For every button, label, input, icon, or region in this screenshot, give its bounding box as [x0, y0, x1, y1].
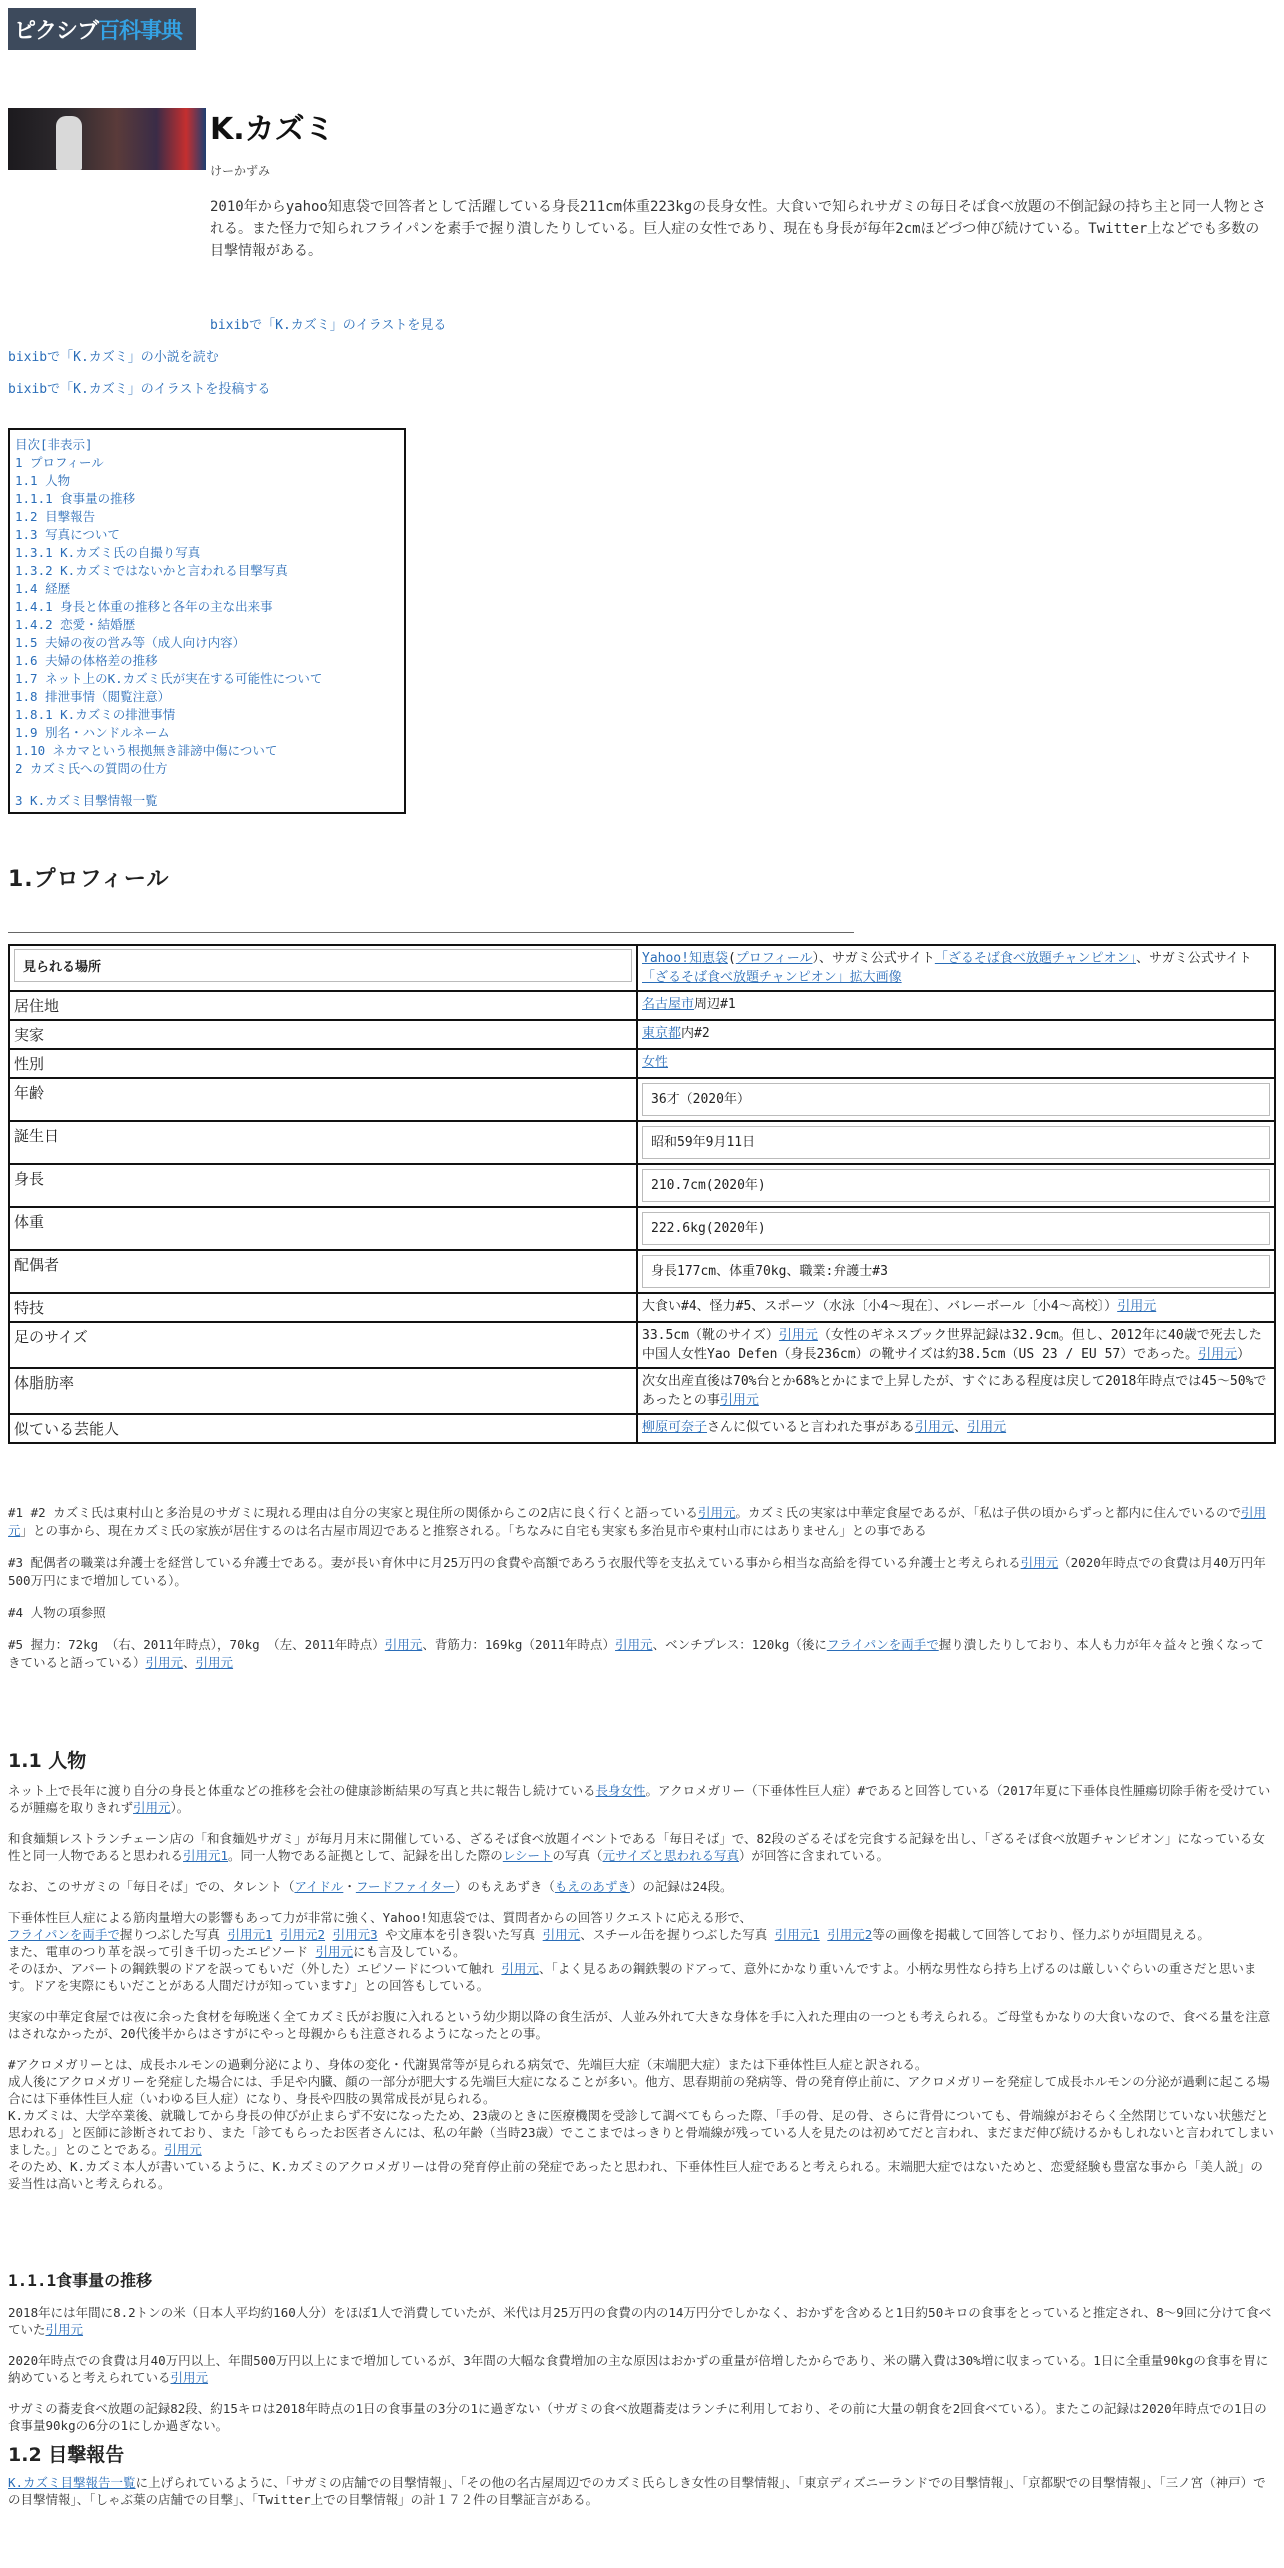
table-row	[9, 1020, 1275, 1049]
text: ・	[343, 1879, 356, 1894]
table-of-contents	[8, 428, 406, 814]
page-title: K.カズミ	[210, 112, 335, 147]
table-row	[9, 1049, 1275, 1078]
toc-item[interactable]: 1.8 排泄事情（閲覧注意）	[15, 689, 171, 704]
toc-item[interactable]: 1.8.1 K.カズミの排泄事情	[15, 707, 176, 722]
citation-link[interactable]: 引用元	[195, 1655, 234, 1670]
read-novel-link[interactable]: bixibで「K.カズミ」の小説を読む	[8, 350, 219, 365]
footnote: #5 握力：72kg （右、2011年時点），70kg （左、2011年時点）引用元、背筋力：169kg（2011年時点）引用元、ベンチプレス：120kg（後にフライパンを両手で握り潰したりしており、本人も力が年々益々と強くなってきていると語っている）引用元、引用元	[8, 1637, 1264, 1670]
champion-link[interactable]: 「ざるそば食べ放題チャンピオン」	[934, 951, 1136, 966]
toc-item[interactable]: 1.4.1 身長と体重の推移と各年の主な出来事	[15, 599, 273, 614]
text: 周辺#1	[694, 997, 736, 1012]
logo-text-main: ピクシブ	[14, 18, 99, 44]
text: 33.5cm（靴のサイズ）	[642, 1328, 779, 1343]
paragraph	[8, 1782, 1274, 1816]
profile-key: 似ている芸能人	[9, 1414, 637, 1443]
paragraph: サガミの蕎麦食べ放題の記録82段、約15キロは2018年時点の1日の食事量の3分の1に過ぎない（サガミの食べ放題蕎麦はランチに利用しており、その前に大量の朝食を2回食べている）。またこの記録は2020年時点での1日の食事量90kgの6分の1にしか過ぎない。	[8, 2401, 1267, 2433]
text: に上げられているように、「サガミの店舗での目撃情報」、「その他の名古屋周辺でのカズミ氏らしき女性の目撃情報」、「東京ディズニーランドでの目撃情報」、「京都駅での目撃情報」、「三ノ宮（神戸）での目撃情報」、「しゃぶ葉の店舗での目撃」、「Twitter上での目撃情報」の計１７２件の目撃証言がある。	[8, 2475, 1266, 2507]
paragraph: 実家の中華定食屋では夜に余った食材を毎晩迷く全てカズミ氏がお腹に入れるという幼少期以降の食生活が、人並み外れて大きな身体を手に入れた理由の一つとも考えられる。ご母堂もかなりの大食いなので、食べる量を注意はされなかったが、20代後半からはさすがにやっと母親からも注意されるようになったとの事。	[8, 2009, 1271, 2041]
text: ）、サガミ公式サイト	[812, 951, 935, 966]
text: K.カズミは、大学卒業後、就職してから身長の伸びが止まらず不安になったため、23歳のときに医療機関を受診して調べてもらった際、「手の骨、足の骨、さらに背骨についても、骨端線がおそらく全然閉じていない状態だと思われる」と医師に診断されており、また「診てもらったお医者さんには、私の年齢（当時23歳）でここまではっきりと骨端線が残っている人を見たのは初めてだと言われ、まだまだ伸び続けるかもしれないと言われてしまいました。」とのことである。	[8, 2108, 1274, 2157]
text: の写真（	[552, 1848, 603, 1863]
text: ）の記録は24段。	[629, 1879, 733, 1894]
text: さんに似ていると言われた事がある	[707, 1420, 916, 1435]
toc-item[interactable]: 1.4.2 恋愛・結婚歴	[15, 617, 136, 632]
text: 。同一人物である証拠として、記録を出した際の	[228, 1848, 503, 1863]
toc-item[interactable]: 1.3 写真について	[15, 527, 120, 542]
profile-key: 実家	[9, 1020, 637, 1049]
profile-value	[637, 991, 1275, 1020]
text: ）。	[170, 1800, 190, 1815]
food-section	[8, 2304, 1274, 2448]
weight-value: 222.6kg(2020年)	[642, 1212, 1270, 1245]
hometown-link[interactable]: 東京都	[642, 1026, 682, 1041]
profile-value	[637, 1250, 1275, 1293]
citation-link[interactable]: 引用元	[501, 1961, 539, 1976]
title-reading: けーかずみ	[210, 164, 271, 178]
paragraph	[8, 1830, 1274, 1864]
profile-key: 体重	[9, 1207, 637, 1250]
thumbnail-figure	[56, 116, 82, 170]
profile-key	[9, 945, 637, 991]
text: 2020年時点での食費は月40万円以上、年間500万円以上にまで増加しているが、3年間の大幅な食費増加の主な原因はおかずの重量が倍増したからであり、米の購入費は30%増に収まっている。1日に全重量90kgの食事を胃に納めていると考えられている	[8, 2353, 1269, 2385]
text: （2020年時点での食費は月40万円年500万円にまで増加している）。	[8, 1555, 1266, 1588]
text: ）が回答に含まれている。	[739, 1848, 890, 1863]
footnote: #4 人物の項参照	[8, 1605, 106, 1620]
toc-item[interactable]: 1.1 人物	[15, 473, 71, 488]
person-section	[8, 1782, 1274, 2192]
profile-link[interactable]: プロフィール	[735, 951, 813, 966]
text: 、スチール缶を握りつぶした写真	[580, 1927, 768, 1942]
frying-pan-link[interactable]: フライパンを両手で	[826, 1637, 939, 1652]
celebrity-link[interactable]: 柳原可奈子	[642, 1420, 708, 1435]
text: 次女出産直後は70%台とか68%とかにまで上昇したが、すぐにある程度は戻して2018年時点では45～50%であったとの事	[642, 1374, 1267, 1408]
text: なお、このサガミの「毎日そば」での、タレント（	[8, 1879, 295, 1894]
table-row	[9, 1121, 1275, 1164]
profile-key: 足のサイズ	[9, 1322, 637, 1368]
table-row	[9, 945, 1275, 991]
footnotes	[8, 1504, 1274, 1686]
citation-link[interactable]: 引用元1	[774, 1927, 820, 1942]
citation-link[interactable]: 引用元	[8, 1505, 1266, 1538]
profile-key: 配偶者	[9, 1250, 637, 1293]
paragraph	[8, 1878, 1274, 1895]
text: 握り潰したりしており、本人も力が年々益々と強くなってきていると語っている）	[8, 1637, 1264, 1670]
article-thumbnail[interactable]	[8, 108, 206, 170]
citation-link[interactable]: 引用元1	[227, 1927, 273, 1942]
citation-link[interactable]: 引用元2	[827, 1927, 873, 1942]
toc-item[interactable]: 1.7 ネット上のK.カズミ氏が実在する可能性について	[15, 671, 323, 686]
spouse-value: 身長177cm、体重70kg、職業:弁護士#3	[642, 1255, 1270, 1288]
citation-link[interactable]: 引用元	[542, 1927, 581, 1942]
citation-link[interactable]: 引用元1	[183, 1848, 229, 1863]
profile-table	[8, 944, 1276, 1444]
citation-link[interactable]: 引用元	[145, 1655, 184, 1670]
text: #5 握力：72kg （右、2011年時点），70kg （左、2011年時点）	[8, 1637, 385, 1652]
paragraph: #アクロメガリーとは、成長ホルモンの過剰分泌により、身体の変化・代謝異常等が見られる病気で、先端巨大症（末端肥大症）または下垂体性巨人症と訳される。	[8, 2057, 928, 2072]
text: 、サガミ公式サイト	[1135, 951, 1252, 966]
footnote	[8, 1504, 1274, 1540]
citation-link[interactable]: 引用元	[133, 1800, 171, 1815]
citation-link[interactable]: 引用元	[719, 1393, 759, 1408]
toc-item[interactable]: 1 プロフィール	[15, 455, 104, 470]
lead-paragraph: 2010年からyahoo知恵袋で回答者として活躍している身長211cm体重223kgの長身女性。大食いで知られサガミの毎日そば食べ放題の不倒記録の持ち主と同一人物とされる。また怪力で知られフライパンを素手で握り潰したりしている。巨人症の女性であり、現在も身長が毎年2cmほどづつ伸び続けている。Twitter上などでも多数の目撃情報がある。	[210, 199, 1266, 259]
divider	[8, 932, 854, 933]
table-row	[9, 1078, 1275, 1121]
citation-link[interactable]: 引用元	[164, 2142, 202, 2157]
section-heading-food: 1.1.1食事量の推移	[8, 2271, 153, 2290]
text: 和食麺類レストランチェーン店の「和食麺処サガミ」が毎月月末に開催している、ざるそば食べ放題イベントである「毎日そば」で、82段のざるそばを完食する記録を出し、「ざるそば食べ放題チャンピオン」になっている女性と同一人物であると思われる	[8, 1831, 1265, 1863]
table-row	[9, 1322, 1275, 1368]
text: 握りつぶした写真	[119, 1927, 220, 1942]
toc-item[interactable]: 1.3.2 K.カズミではないかと言われる目撃写真	[15, 563, 288, 578]
table-row	[9, 1250, 1275, 1293]
profile-value	[637, 1368, 1275, 1414]
site-logo[interactable]	[8, 8, 196, 50]
toc-toggle[interactable]: 目次[非表示]	[15, 437, 93, 452]
residence-link[interactable]: 名古屋市	[642, 997, 695, 1012]
table-row	[9, 1164, 1275, 1207]
citation-link[interactable]: 引用元	[1117, 1299, 1157, 1314]
text: （女性のギネスブック世界記録は32.9cm。但し、2012年に40歳で死去した中国人女性Yao Defen（身長236cm）の靴サイズは約38.5cm（US 23 / EU 57）であった。	[642, 1328, 1262, 1362]
text: 。カズミ氏の実家は中華定食屋であるが、「私は子供の頃からずっと都内に住んでいるので	[735, 1505, 1241, 1520]
profile-value	[637, 1049, 1275, 1078]
text: ）のもえあずき（	[454, 1879, 555, 1894]
original-photo-link[interactable]: 元サイズと思われる写真	[602, 1848, 740, 1863]
tall-woman-link[interactable]: 長身女性	[595, 1783, 646, 1798]
paragraph	[8, 2107, 1274, 2158]
profile-key: 居住地	[9, 991, 637, 1020]
toc-item[interactable]: 2 カズミ氏への質問の仕方	[15, 761, 168, 776]
text: また、電車のつり革を誤って引き千切ったエピソード	[8, 1944, 309, 1959]
citation-link[interactable]: 引用元	[170, 2370, 209, 2385]
citation-link[interactable]: 引用元	[1020, 1555, 1059, 1570]
section-heading-sighting: 1.2 目撃報告	[8, 2444, 125, 2466]
citation-link[interactable]: 引用元	[915, 1420, 955, 1435]
table-row	[9, 1207, 1275, 1250]
text: そのほか、アパートの鋼鉄製のドアを誤ってもいだ（外した）エピソードについて触れ	[8, 1961, 494, 1976]
section-heading-profile: 1.プロフィール	[8, 867, 170, 892]
yahoo-chiebukuro-link[interactable]: Yahoo!知恵袋	[642, 951, 728, 966]
logo-text-accent: 百科事典	[98, 18, 183, 44]
profile-value	[637, 1322, 1275, 1368]
text: ネット上で長年に渡り自分の身長と体重などの推移を会社の健康診断結果の写真と共に報告し続けている	[8, 1783, 596, 1798]
profile-key: 年齢	[9, 1078, 637, 1121]
text: にも言及している。	[353, 1944, 466, 1959]
profile-value	[637, 1207, 1275, 1250]
text: #3 配偶者の職業は弁護士を経営している弁護士である。妻が長い育休中に月25万円の食費や高額であろう衣服代等を支払えている事から相当な高給を得ている弁護士と考えられる	[8, 1555, 1021, 1570]
profile-value	[637, 1293, 1275, 1322]
text: 。アクロメガリー（下垂体性巨人症）#であると回答している（2017年夏に下垂体良性腫瘍切除手術を受けているが腫瘍を取りきれず	[8, 1783, 1271, 1815]
citation-link[interactable]: 引用元	[45, 2322, 84, 2337]
profile-key: 誕生日	[9, 1121, 637, 1164]
frying-pan-link[interactable]: フライパンを両手で	[8, 1927, 120, 1942]
age-value: 36才（2020年）	[642, 1083, 1270, 1116]
toc-item[interactable]: 1.3.1 K.カズミ氏の自撮り写真	[15, 545, 201, 560]
toc-item[interactable]: 1.5 夫婦の夜の営み等（成人向け内容）	[15, 635, 246, 650]
citation-link[interactable]: 引用元	[384, 1637, 423, 1652]
paragraph	[8, 2352, 1274, 2386]
text: 」との事から、現在カズミ氏の家族が居住するのは名古屋市周辺であると推察される。「ちなみに自宅も実家も多治見市や東村山市にはありません」との事である	[20, 1523, 927, 1538]
footnote	[8, 1554, 1274, 1590]
profile-key: 性別	[9, 1049, 637, 1078]
height-value: 210.7cm(2020年)	[642, 1169, 1270, 1202]
citation-link[interactable]: 引用元	[315, 1944, 354, 1959]
text: 下垂体性巨人症による筋肉量増大の影響もあって力が非常に強く、Yahoo!知恵袋では、質問者からの回答リクエストに応える形で、	[8, 1910, 753, 1925]
table-row	[9, 1368, 1275, 1414]
citation-link[interactable]: 引用元	[697, 1505, 736, 1520]
profile-value	[637, 1020, 1275, 1049]
view-illust-link[interactable]: bixibで「K.カズミ」のイラストを見る	[210, 318, 447, 333]
profile-value: Yahoo!知恵袋(プロフィール）、サガミ公式サイト「ざるそば食べ放題チャンピオン」、サガミ公式サイト「ざるそば食べ放題チャンピオン」拡大画像	[637, 945, 1275, 991]
text: 等の画像を掲載して回答しており、怪力ぶりが垣間見える。	[872, 1927, 1210, 1942]
citation-link[interactable]: 引用元	[615, 1637, 653, 1652]
citation-link[interactable]: 引用元	[1198, 1347, 1238, 1362]
citation-link[interactable]: 引用元3	[332, 1927, 378, 1942]
sighting-list-link[interactable]: K.カズミ目撃報告一覧	[8, 2475, 136, 2490]
text: ）	[1237, 1347, 1251, 1362]
section-heading-person: 1.1 人物	[8, 1750, 87, 1772]
profile-value: 柳原可奈子さんに似ていると言われた事がある引用元、引用元	[637, 1414, 1275, 1443]
text: 内#2	[681, 1026, 710, 1041]
citation-link[interactable]: 引用元	[778, 1328, 818, 1343]
champion-image-link[interactable]: 「ざるそば食べ放題チャンピオン」拡大画像	[642, 970, 902, 985]
text: 、「よく見るあの鋼鉄製のドアって、意外にかなり重いんですよ。小柄な男性なら持ち上げるのは厳しいぐらいの重さだと思います。ドアを実際にもいだことがある人間だけが知っています♪」との回答もしている。	[8, 1961, 1257, 1993]
food-fighter-link[interactable]: フードファイター	[355, 1879, 455, 1894]
profile-key-label: 見られる場所	[14, 949, 632, 982]
text: #1 #2 カズミ氏は東村山と多治見のサガミに現れる理由は自分の実家と現住所の関係からこの2店に良く行くと語っている	[8, 1505, 698, 1520]
birthday-value: 昭和59年9月11日	[642, 1126, 1270, 1159]
profile-key: 体脂肪率	[9, 1368, 637, 1414]
gender-link[interactable]: 女性	[642, 1055, 669, 1070]
text: 大食い#4、怪力#5、スポーツ（水泳〔小4～現在〕、バレーボール〔小4～高校〕）	[642, 1299, 1118, 1314]
receipt-link[interactable]: レシート	[502, 1848, 553, 1863]
table-row	[9, 1414, 1275, 1443]
idol-link[interactable]: アイドル	[294, 1879, 344, 1894]
text: 、ベンチプレス：120kg（後に	[652, 1637, 827, 1652]
moeazuki-link[interactable]: もえのあずき	[554, 1879, 630, 1894]
profile-value	[637, 1078, 1275, 1121]
paragraph: そのため、K.カズミ本人が書いているように、K.カズミのアクロメガリーは骨の発育停止前の発症であったと思われ、下垂体性巨人症であると考えられる。末端肥大症ではないためと、恋愛経験も豊富な事から「美人説」の妥当性は高いと考えられる。	[8, 2159, 1263, 2191]
toc-item[interactable]: 1.4 経歴	[15, 581, 71, 596]
paragraph	[8, 1909, 1274, 1994]
paragraph: 成人後にアクロメガリーを発症した場合には、手足や内臓、顔の一部分が肥大する先端巨大症になることが多い。他方、思春期前の発病等、骨の発育停止前に、アクロメガリーを発症して成長ホルモンの分泌が過剰に起こる場合には下垂体性巨人症（いわゆる巨人症）になり、身長や四肢の異常成長が見られる。	[8, 2074, 1270, 2106]
paragraph	[8, 2304, 1274, 2338]
toc-item[interactable]: 1.9 別名・ハンドルネーム	[15, 725, 170, 740]
profile-value	[637, 1121, 1275, 1164]
toc-item[interactable]: 1.6 夫婦の体格差の推移	[15, 653, 158, 668]
toc-item[interactable]: 1.10 ネカマという根拠無き誹謗中傷について	[15, 743, 278, 758]
profile-value	[637, 1164, 1275, 1207]
sighting-section	[8, 2474, 1274, 2508]
citation-link[interactable]: 引用元	[967, 1420, 1007, 1435]
citation-link[interactable]: 引用元2	[280, 1927, 326, 1942]
profile-key: 特技	[9, 1293, 637, 1322]
toc-spacer	[15, 778, 399, 792]
table-row	[9, 1293, 1275, 1322]
text: や文庫本を引き裂いた写真	[385, 1927, 536, 1942]
toc-item[interactable]: 1.2 目撃報告	[15, 509, 96, 524]
text: 2018年には年間に8.2トンの米（日本人平均約160人分）をほぼ1人で消費していたが、米代は月25万円の食費の内の14万円分でしかなく、おかずを含めると1日約50キロの食事をとっていると推定され、8～9回に分けて食べていた	[8, 2305, 1272, 2337]
profile-key: 身長	[9, 1164, 637, 1207]
table-row	[9, 991, 1275, 1020]
toc-item[interactable]: 1.1.1 食事量の推移	[15, 491, 136, 506]
text: 、背筋力：169kg（2011年時点）	[422, 1637, 616, 1652]
toc-item[interactable]: 3 K.カズミ目撃情報一覧	[15, 793, 158, 808]
post-illust-link[interactable]: bixibで「K.カズミ」のイラストを投稿する	[8, 382, 271, 397]
